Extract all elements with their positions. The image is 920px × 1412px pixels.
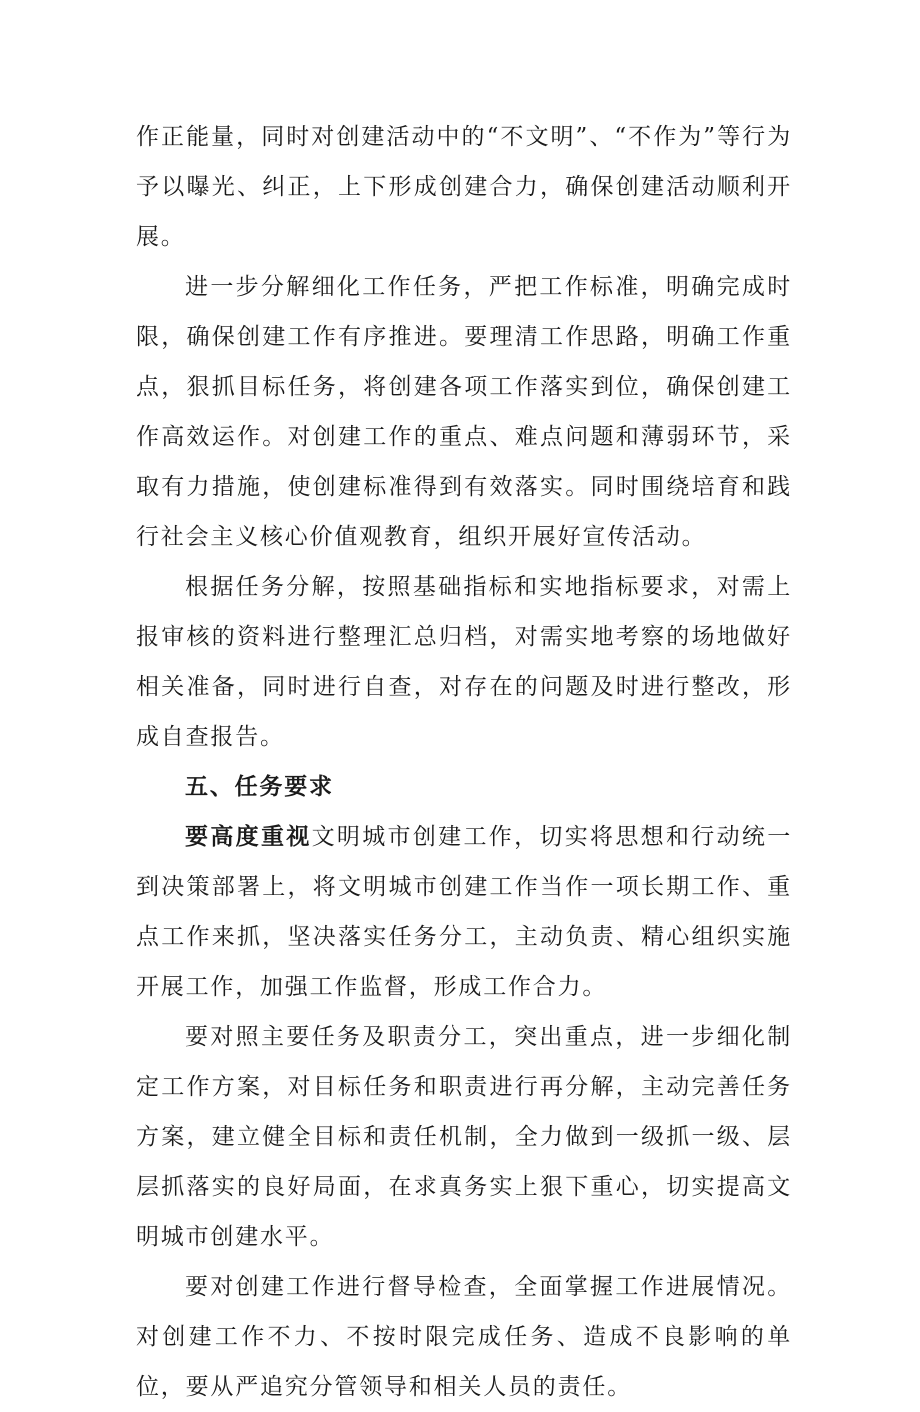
paragraph-lead-phrase: 要高度重视 <box>185 824 312 850</box>
paragraph-self-inspection: 根据任务分解，按照基础指标和实地指标要求，对需上报审核的资料进行整理汇总归档，对需实地考察的场地做好相关准备，同时进行自查，对存在的问题及时进行整改，形成自查报告。 <box>136 574 792 750</box>
paragraph-responsibilities: 要对照主要任务及职责分工，突出重点，进一步细化制定工作方案，对目标任务和职责进行再分解，主动完善任务方案，建立健全目标和责任机制，全力做到一级抓一级、层层抓落实的良好局面，在求真务实上狠下重心，切实提高文明城市创建水平。 <box>136 1024 792 1250</box>
paragraph-supervision: 要对创建工作进行督导检查，全面掌握工作进展情况。对创建工作不力、不按时限完成任务、造成不良影响的单位，要从严追究分管领导和相关人员的责任。 <box>136 1274 792 1400</box>
document-body <box>136 112 792 1412</box>
paragraph-high-priority <box>136 812 792 1012</box>
section-heading: 五、任务要求 <box>185 774 334 800</box>
paragraph-lead-rest: 文明城市创建工作，切实将思想和行动统一到决策部署上，将文明城市创建工作当作一项长期工作、重点工作来抓，坚决落实任务分工，主动负责、精心组织实施开展工作，加强工作监督，形成工作合力。 <box>136 824 793 1000</box>
paragraph-continued: 作正能量，同时对创建活动中的“不文明”、“不作为”等行为予以曝光、纠正，上下形成创建合力，确保创建活动顺利开展。 <box>136 124 792 250</box>
paragraph-task-breakdown: 进一步分解细化工作任务，严把工作标准，明确完成时限，确保创建工作有序推进。要理清工作思路，明确工作重点，狠抓目标任务，将创建各项工作落实到位，确保创建工作高效运作。对创建工作的重点、难点问题和薄弱环节，采取有力措施，使创建标准得到有效落实。同时围绕培育和践行社会主义核心价值观教育，组织开展好宣传活动。 <box>136 274 792 550</box>
